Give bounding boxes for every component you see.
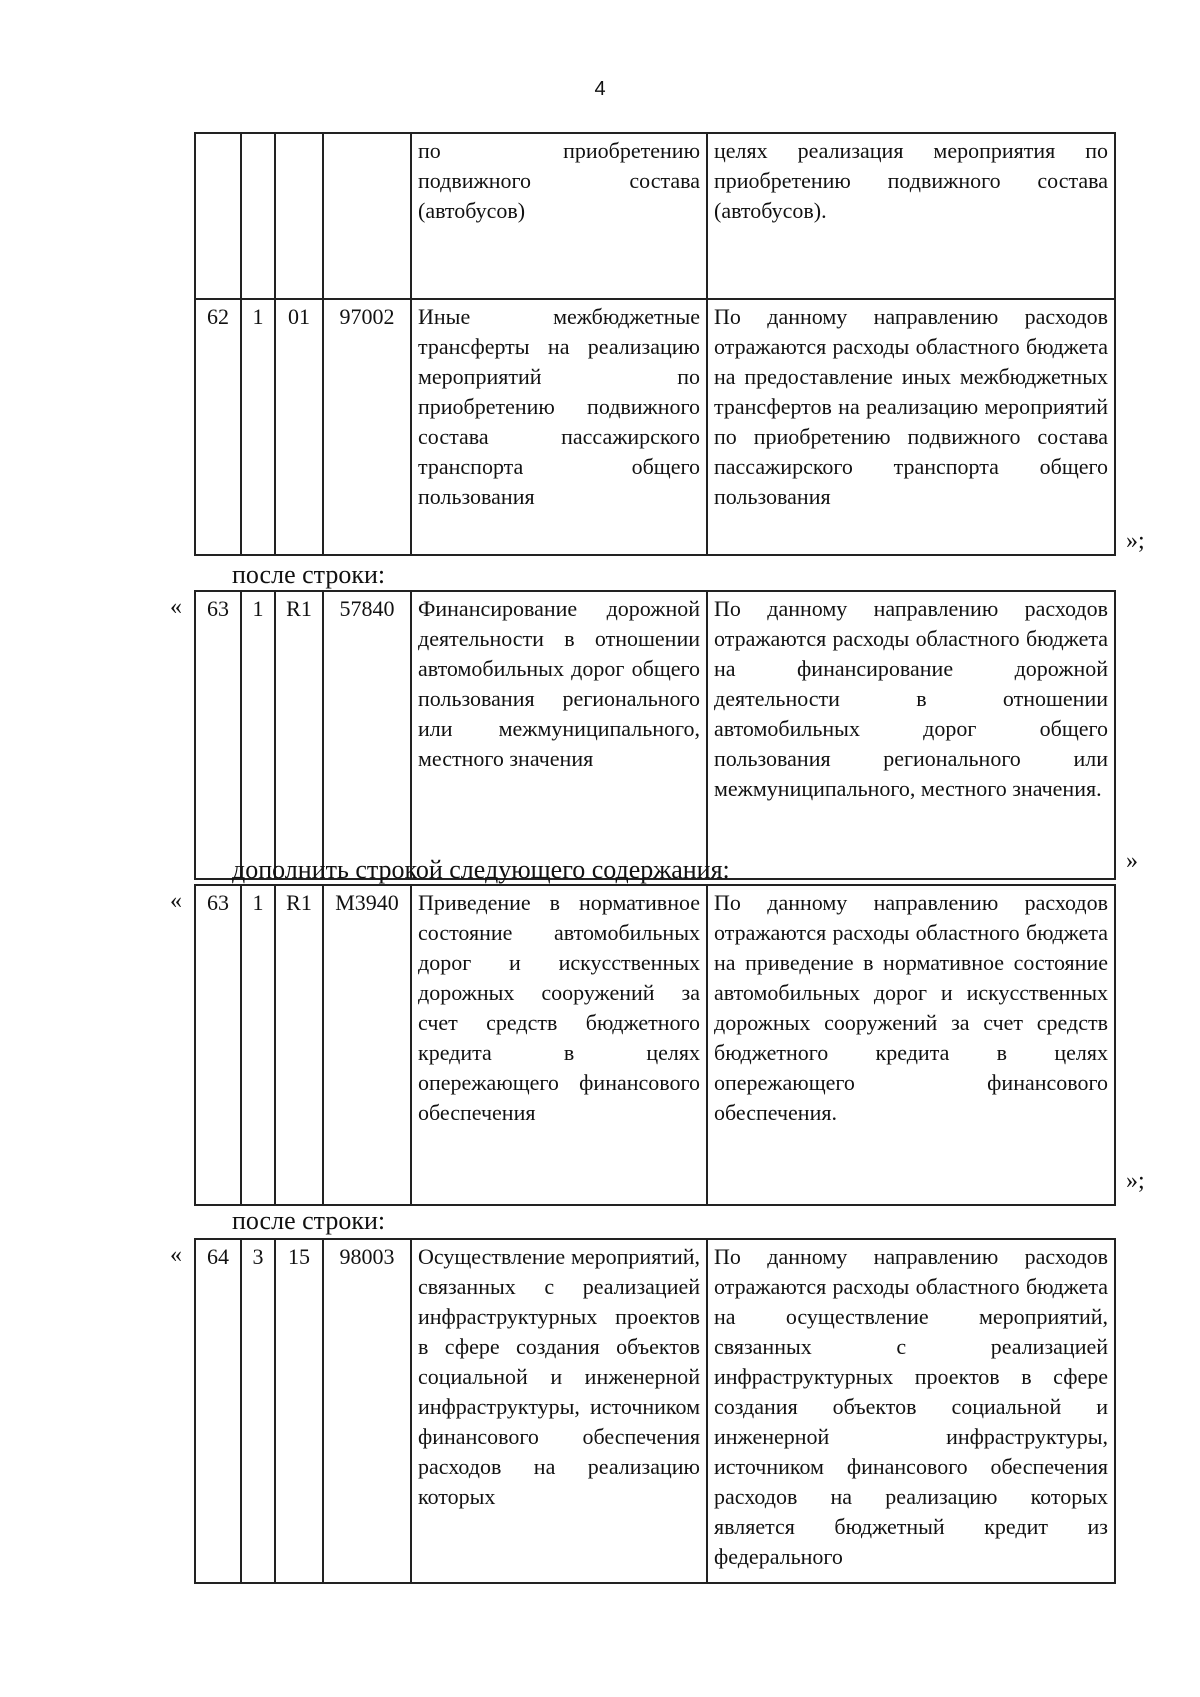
cell-name: Финансирование дорожной деятельности в отношении автомобильных дорог общего пользования регионального или межмуниципального, местного значения — [411, 591, 707, 879]
cell-group: R1 — [275, 591, 323, 879]
opening-quote: « — [170, 888, 182, 914]
budget-table-2 — [194, 590, 1116, 880]
cell-section: 63 — [195, 591, 241, 879]
cell-section: 62 — [195, 299, 241, 555]
cell-description: целях реализация мероприятия по приобретению подвижного состава (автобусов). — [707, 133, 1115, 299]
opening-quote: « — [170, 594, 182, 620]
budget-table-3 — [194, 884, 1116, 1206]
cell-group — [275, 133, 323, 299]
opening-quote: « — [170, 1242, 182, 1268]
cell-subsection — [241, 133, 275, 299]
cell-group: R1 — [275, 885, 323, 1205]
cell-code: 57840 — [323, 591, 411, 879]
cell-description: По данному направлению расходов отражаются расходы областного бюджета на финансирование дорожной деятельности в отношении автомобильных дорог общего пользования регионального или межмуниципального, местного значения. — [707, 591, 1115, 879]
budget-table-4 — [194, 1238, 1116, 1584]
table-row — [195, 591, 1115, 879]
closing-quote: »; — [1126, 1168, 1145, 1194]
table-row — [195, 885, 1115, 1205]
cell-description: По данному направлению расходов отражаются расходы областного бюджета на осуществление мероприятий, связанных с реализацией инфраструктурных проектов в сфере создания объектов социальной и инженерной инфраструктуры, источником финансового обеспечения расходов на реализацию которых является бюджетный кредит из федерального — [707, 1239, 1115, 1583]
table-row — [195, 133, 1115, 299]
cell-code: 98003 — [323, 1239, 411, 1583]
page-number: 4 — [594, 78, 606, 100]
cell-subsection: 1 — [241, 299, 275, 555]
cell-code — [323, 133, 411, 299]
table-row — [195, 1239, 1115, 1583]
cell-name: Иные межбюджетные трансферты на реализацию мероприятий по приобретению подвижного состава пассажирского транспорта общего пользования — [411, 299, 707, 555]
cell-section: 64 — [195, 1239, 241, 1583]
cell-subsection: 1 — [241, 591, 275, 879]
cell-code: 97002 — [323, 299, 411, 555]
cell-subsection: 3 — [241, 1239, 275, 1583]
cell-section: 63 — [195, 885, 241, 1205]
cell-subsection: 1 — [241, 885, 275, 1205]
section-label: дополнить строкой следующего содержания: — [232, 855, 730, 884]
section-label: после строки: — [232, 1206, 386, 1235]
cell-group: 01 — [275, 299, 323, 555]
closing-quote: »; — [1126, 528, 1145, 554]
table-row — [195, 299, 1115, 555]
section-label: после строки: — [232, 560, 386, 589]
budget-table-1 — [194, 132, 1116, 556]
cell-name: Осуществление мероприятий, связанных с реализацией инфраструктурных проектов в сфере создания объектов социальной и инженерной инфраструктуры, источником финансового обеспечения расходов на реализацию которых — [411, 1239, 707, 1583]
cell-description: По данному направлению расходов отражаются расходы областного бюджета на предоставление иных межбюджетных трансфертов на реализацию мероприятий по приобретению подвижного состава пассажирского транспорта общего пользования — [707, 299, 1115, 555]
cell-description: По данному направлению расходов отражаются расходы областного бюджета на приведение в нормативное состояние автомобильных дорог и искусственных дорожных сооружений за счет средств бюджетного кредита в целях опережающего финансового обеспечения. — [707, 885, 1115, 1205]
cell-name: по приобретению подвижного состава (автобусов) — [411, 133, 707, 299]
cell-section — [195, 133, 241, 299]
cell-name: Приведение в нормативное состояние автомобильных дорог и искусственных дорожных сооружений за счет средств бюджетного кредита в целях опережающего финансового обеспечения — [411, 885, 707, 1205]
cell-group: 15 — [275, 1239, 323, 1583]
closing-quote: » — [1126, 848, 1138, 874]
cell-code: M3940 — [323, 885, 411, 1205]
